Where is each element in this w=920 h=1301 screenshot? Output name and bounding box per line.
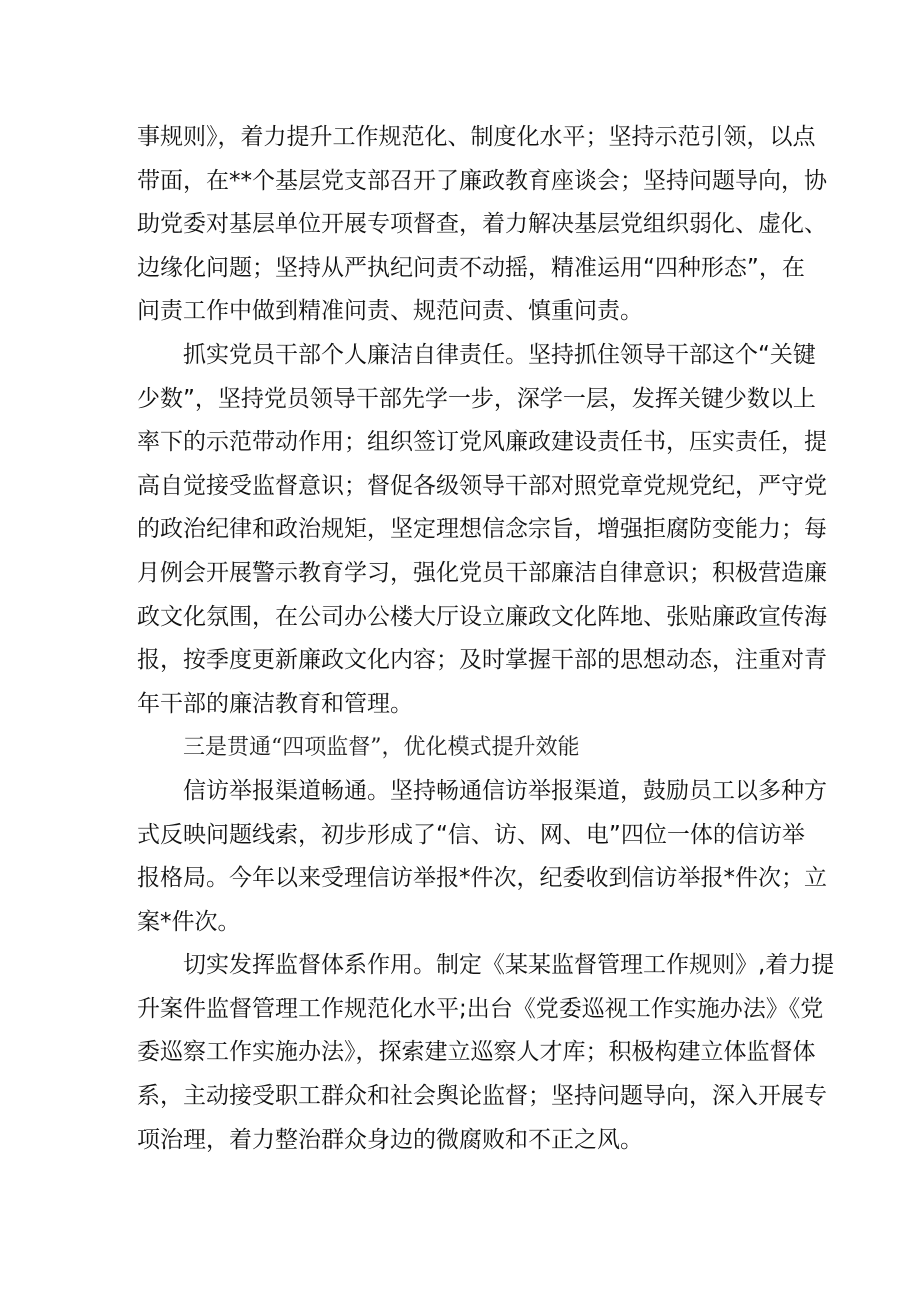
text-line: 报格局。今年以来受理信访举报*件次，纪委收到信访举报*件次；立: [137, 865, 827, 892]
text-line: 问责工作中做到精准问责、规范问责、慎重问责。: [137, 298, 643, 325]
text-line: 式反映问题线索，初步形成了“信、访、网、电”四位一体的信访举: [137, 821, 805, 848]
text-line: 年干部的廉洁教育和管理。: [137, 690, 413, 717]
text-line: 月例会开展警示教育学习，强化党员干部廉洁自律意识；积极营造廉: [137, 559, 827, 586]
text-line: 高自觉接受监督意识；督促各级领导干部对照党章党规党纪，严守党: [137, 472, 827, 499]
text-line: 的政治纪律和政治规矩，坚定理想信念宗旨，增强拒腐防变能力；每: [137, 516, 827, 543]
section-heading: 三是贯通“四项监督”，优化模式提升效能: [183, 735, 580, 761]
text-line: 带面，在**个基层党支部召开了廉政教育座谈会；坚持问题导向，协: [137, 167, 827, 194]
paragraph-start-line: 抓实党员干部个人廉洁自律责任。坚持抓住领导干部这个“关键: [183, 341, 816, 368]
text-line: 政文化氛围，在公司办公楼大厅设立廉政文化阵地、张贴廉政宣传海: [137, 603, 827, 630]
paragraph-start-line: 切实发挥监督体系作用。制定《某某监督管理工作规则》,着力提: [183, 952, 835, 979]
text-line: 项治理，着力整治群众身边的微腐败和不正之风。: [137, 1126, 643, 1153]
text-line: 事规则》，着力提升工作规范化、制度化水平；坚持示范引领，以点: [137, 124, 816, 150]
text-line: 边缘化问题；坚持从严执纪问责不动摇，精准运用“四种形态”，在: [137, 254, 805, 281]
text-line: 报，按季度更新廉政文化内容；及时掌握干部的思想动态，注重对青: [137, 647, 827, 674]
paragraph-start-line: 信访举报渠道畅通。坚持畅通信访举报渠道，鼓励员工以多种方: [183, 777, 827, 804]
text-line: 系，主动接受职工群众和社会舆论监督；坚持问题导向，深入开展专: [137, 1083, 827, 1110]
text-line: 少数”，坚持党员领导干部先学一步，深学一层，发挥关键少数以上: [137, 385, 816, 412]
text-line: 率下的示范带动作用；组织签订党风廉政建设责任书，压实责任，提: [137, 429, 827, 456]
text-line: 委巡察工作实施办法》，探索建立巡察人才库；积极构建立体监督体: [137, 1039, 816, 1066]
text-line: 案*件次。: [137, 908, 241, 935]
text-line: 升案件监督管理工作规范化水平;出台《党委巡视工作实施办法》《党: [137, 995, 824, 1022]
document-body: [137, 116, 835, 1162]
text-line: 助党委对基层单位开展专项督查，着力解决基层党组织弱化、虚化、: [137, 211, 827, 238]
